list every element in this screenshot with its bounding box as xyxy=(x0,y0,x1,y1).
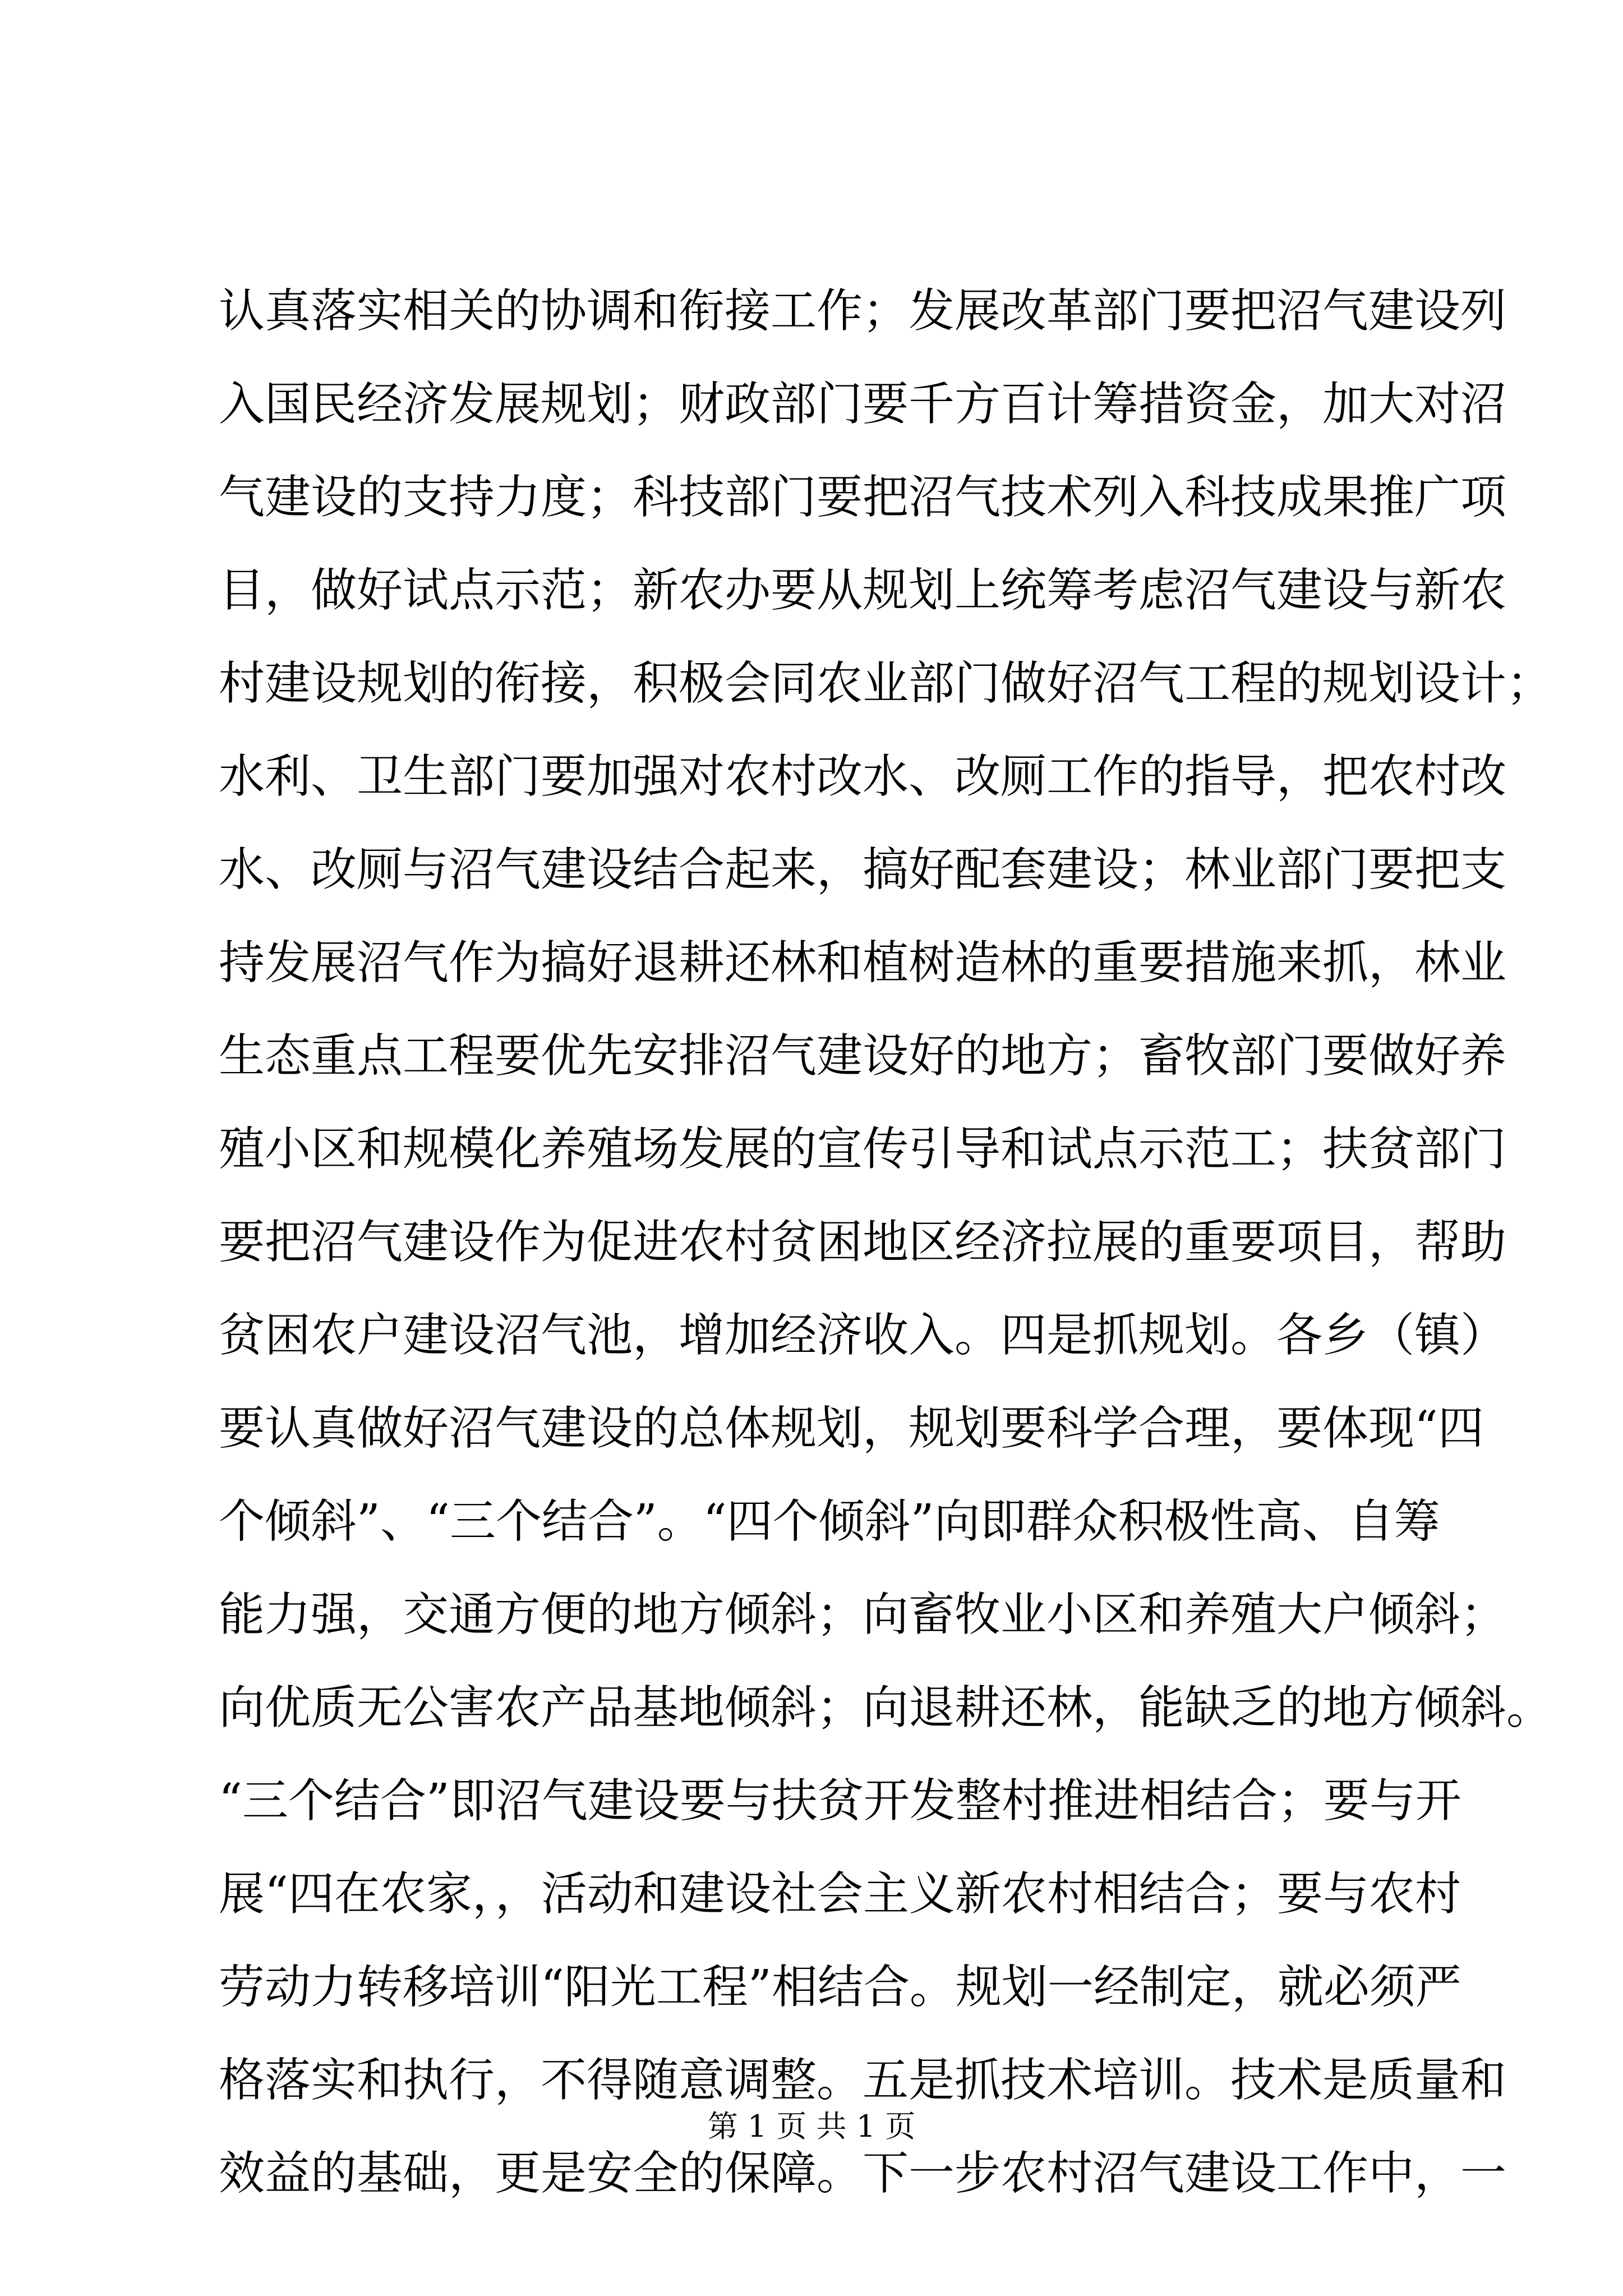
text-line-10: 殖小区和规模化养殖场发展的宣传引导和试点示范工；扶贫部门 xyxy=(219,1122,1507,1176)
text-line-14: 个倾斜”、“三个结合”。“四个倾斜”向即群众积极性高、自筹 xyxy=(219,1495,1440,1548)
text-line-12: 贫困农户建设沼气池，增加经济收入。四是抓规划。各乡（镇） xyxy=(219,1309,1507,1362)
text-line-4: 目，做好试点示范；新农办要从规划上统筹考虑沼气建设与新农 xyxy=(219,564,1507,617)
text-line-13: 要认真做好沼气建设的总体规划，规划要科学合理，要体现“四 xyxy=(219,1402,1484,1455)
text-line-21: 效益的基础，更是安全的保障。下一步农村沼气建设工作中，一 xyxy=(219,2147,1507,2200)
text-line-6: 水利、卫生部门要加强对农村改水、改厕工作的指导，把农村改 xyxy=(219,750,1507,803)
text-line-9: 生态重点工程要优先安排沼气建设好的地方；畜牧部门要做好养 xyxy=(219,1029,1507,1083)
text-line-8: 持发展沼气作为搞好退耕还林和植树造林的重要措施来抓，林业 xyxy=(219,936,1507,990)
page-number-footer: 第 1 页 共 1 页 xyxy=(707,2109,916,2144)
text-line-16: 向优质无公害农产品基地倾斜；向退耕还林，能缺乏的地方倾斜。 xyxy=(219,1681,1553,1734)
text-line-17: “三个结合”即沼气建设要与扶贫开发整村推进相结合；要与开 xyxy=(219,1774,1461,1828)
text-line-15: 能力强，交通方便的地方倾斜；向畜牧业小区和养殖大户倾斜； xyxy=(219,1588,1507,1641)
text-line-20: 格落实和执行，不得随意调整。五是抓技术培训。技术是质量和 xyxy=(219,2054,1507,2107)
text-line-11: 要把沼气建设作为促进农村贫困地区经济拉展的重要项目，帮助 xyxy=(219,1216,1507,1269)
body-paragraph xyxy=(219,265,1553,2220)
text-line-19: 劳动力转移培训“阳光工程”相结合。规划一经制定，就必须严 xyxy=(219,1961,1461,2014)
text-line-3: 气建设的支持力度；科技部门要把沼气技术列入科技成果推广项 xyxy=(219,471,1507,524)
text-line-2: 入国民经济发展规划；财政部门要千方百计筹措资金，加大对沼 xyxy=(219,378,1507,431)
text-line-18: 展“四在农家，，活动和建设社会主义新农村相结合；要与农村 xyxy=(219,1867,1461,1921)
text-line-5: 村建设规划的衔接，积极会同农业部门做好沼气工程的规划设计； xyxy=(219,657,1553,710)
text-line-1: 认真落实相关的协调和衔接工作；发展改革部门要把沼气建设列 xyxy=(219,284,1507,338)
text-line-7: 水、改厕与沼气建设结合起来，搞好配套建设；林业部门要把支 xyxy=(219,843,1507,896)
